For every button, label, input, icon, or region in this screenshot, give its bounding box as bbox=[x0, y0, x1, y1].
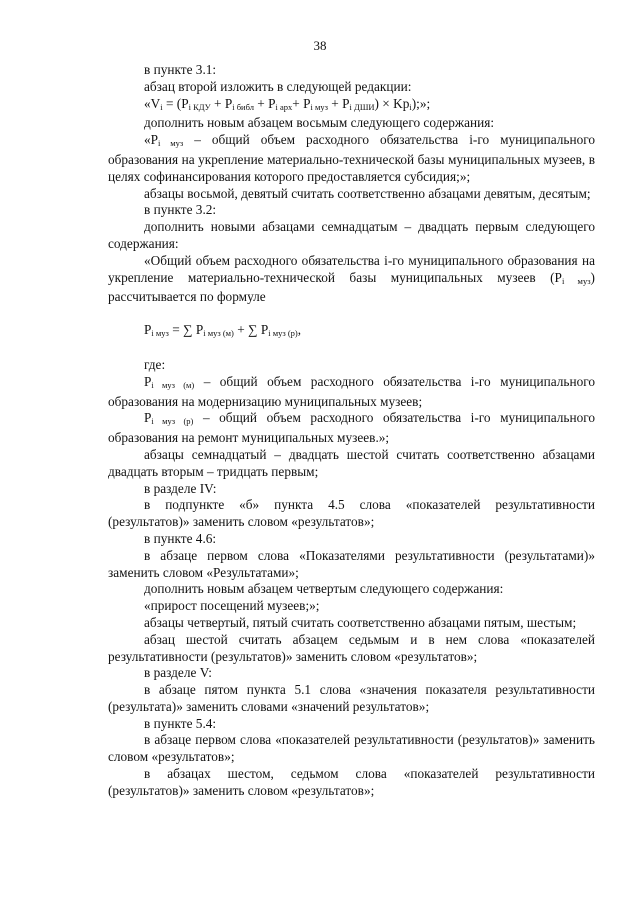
formula-v-part: + P bbox=[327, 95, 350, 111]
text-sub: i муз bbox=[158, 138, 184, 149]
text-part: P bbox=[144, 410, 152, 426]
formula-sub: i муз (м) bbox=[203, 328, 234, 339]
sum-formula bbox=[108, 322, 595, 342]
text-part: «P bbox=[144, 132, 159, 148]
formula-part: + ∑ P bbox=[233, 322, 269, 338]
paragraph-13: абзацы семнадцатый – двадцать шестой считать соответственно абзацами двадцать вторым – тридцать первым; bbox=[108, 446, 595, 479]
paragraph-25: в абзаце первом слова «показателей результативности (результатов)» заменить словом «результатов»; bbox=[108, 732, 595, 765]
text-part: – общий объем расходного обязательства i-го муниципального образования на ремонт муниципальных музеев.»; bbox=[108, 410, 595, 446]
page-number: 38 bbox=[313, 38, 327, 53]
formula-v-part: + P bbox=[210, 95, 233, 111]
formula-v-part: + P bbox=[292, 95, 311, 111]
formula-v-part: = (P bbox=[162, 95, 189, 111]
paragraph-4: дополнить новым абзацем восьмым следующего содержания: bbox=[144, 115, 495, 131]
formula-v-part: );»; bbox=[411, 95, 431, 111]
formula-v-sub: i ДШИ bbox=[349, 101, 375, 112]
paragraph-8: дополнить новыми абзацами семнадцатым – двадцать первым следующего содержания: bbox=[108, 219, 595, 251]
document-body bbox=[108, 62, 595, 800]
paragraph-14: в разделе IV: bbox=[144, 480, 217, 496]
paragraph-11 bbox=[108, 374, 595, 411]
paragraph-24: в пункте 5.4: bbox=[144, 715, 217, 731]
formula-v-sub: i КДУ bbox=[188, 101, 211, 112]
paragraph-20: абзацы четвертый, пятый считать соответственно абзацами пятым, шестым; bbox=[144, 614, 577, 630]
paragraph-26: в абзацах шестом, седьмом слова «показателей результативности (результатов)» заменить словом «результатов»; bbox=[108, 766, 595, 798]
formula-part: P bbox=[144, 322, 152, 338]
paragraph-7: в пункте 3.2: bbox=[144, 202, 217, 218]
formula-part: = ∑ P bbox=[168, 322, 204, 338]
formula-v-sub: i bbox=[409, 101, 412, 112]
text-part: – общий объем расходного обязательства i-го муниципального образования на модернизацию муниципальных музеев; bbox=[108, 373, 595, 409]
formula-v-part: ) × Kp bbox=[374, 95, 410, 111]
formula-part: , bbox=[297, 322, 302, 338]
paragraph-9 bbox=[108, 253, 595, 306]
text-sub: i муз (р) bbox=[151, 416, 194, 427]
text-part: «Общий объем расходного обязательства i-го муниципального образования на укрепление материально-технической базы муниципальных музеев (P bbox=[108, 252, 595, 285]
text-part: ) рассчитывается по формуле bbox=[108, 269, 595, 305]
text-sub: i муз bbox=[561, 275, 591, 286]
paragraph-10: где: bbox=[144, 356, 166, 372]
paragraph-23: в абзаце пятом пункта 5.1 слова «значения показателя результативности (результата)» заменить словами «значений результатов»; bbox=[108, 682, 595, 714]
formula-v-sub: i bbox=[160, 101, 163, 112]
paragraph-19: «прирост посещений музеев;»; bbox=[144, 598, 320, 614]
text-part: P bbox=[144, 373, 152, 389]
formula-sub: i муз bbox=[151, 328, 169, 339]
formula-v-part: «V bbox=[144, 95, 161, 111]
paragraph-18: дополнить новым абзацем четвертым следующего содержания: bbox=[144, 581, 504, 597]
paragraph-6: абзацы восьмой, девятый считать соответственно абзацами девятым, десятым; bbox=[144, 185, 591, 201]
formula-v-sub: i муз bbox=[310, 101, 328, 112]
formula-v-part: + P bbox=[253, 95, 276, 111]
formula-sub: i муз (р) bbox=[268, 328, 298, 339]
formula-v-line bbox=[108, 96, 595, 116]
paragraph-5 bbox=[108, 132, 595, 185]
paragraph-12 bbox=[108, 410, 595, 447]
paragraph-17: в абзаце первом слова «Показателями результативности (результатами)» заменить словом «Результатами»; bbox=[108, 547, 595, 580]
text-sub: i муз (м) bbox=[151, 379, 195, 390]
paragraph-21: абзац шестой считать абзацем седьмым и в нем слова «показателей результативности (результатов)» заменить словом «результатов»; bbox=[108, 631, 595, 664]
formula-v-sub: i библ bbox=[232, 101, 254, 112]
paragraph-16: в пункте 4.6: bbox=[144, 530, 217, 546]
paragraph-15: в подпункте «б» пункта 4.5 слова «показателей результативности (результатов)» заменить словом «результатов»; bbox=[108, 497, 595, 530]
paragraph-2: абзац второй изложить в следующей редакции: bbox=[144, 78, 412, 94]
formula-v-sub: i арх bbox=[275, 101, 293, 112]
paragraph-1: в пункте 3.1: bbox=[144, 62, 217, 77]
paragraph-22: в разделе V: bbox=[144, 665, 213, 681]
text-part: – общий объем расходного обязательства i-го муниципального образования на укрепление материально-технической базы муниципальных музеев, в целях софинансирования которого предоставляется субсидия;»; bbox=[108, 132, 595, 184]
